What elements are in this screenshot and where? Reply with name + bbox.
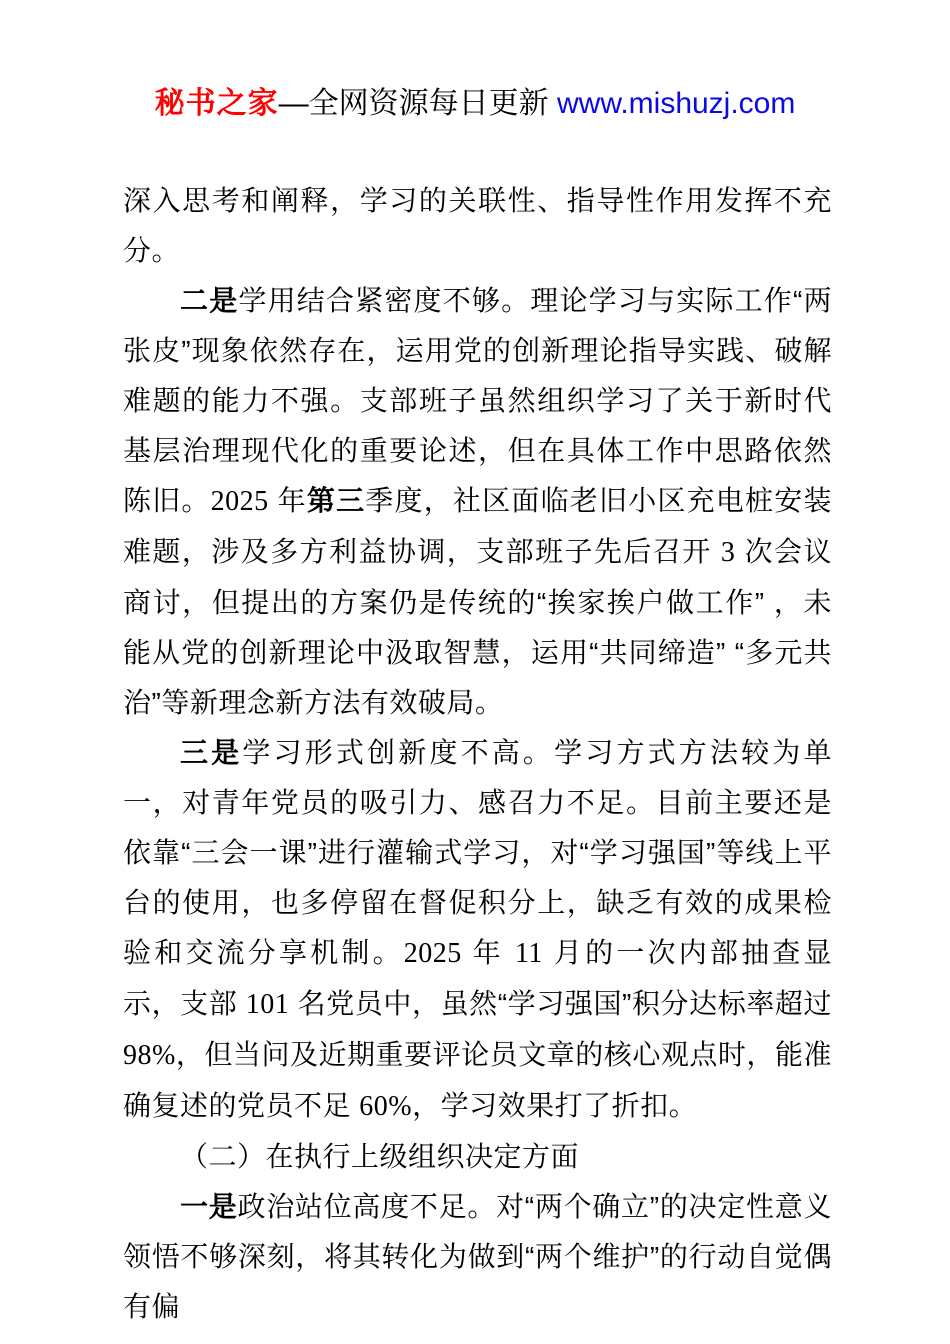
body-text: 次会议商讨，但提出的方案仍是传统的“挨家挨户做工作” ，未能从党的创新理论中汲取智慧，运用“共同缔造” “多元共治”等新理念新方法有效破局。: [123, 536, 832, 718]
body-text: （二）在执行上级组织决定方面: [180, 1141, 580, 1172]
site-tagline: —全网资源每日更新: [278, 87, 557, 120]
numeric-text: 101: [245, 989, 290, 1020]
body-text: ，学习效果打了折扣。: [412, 1090, 698, 1121]
body-text: 年: [461, 937, 515, 968]
numeric-text: 3: [720, 537, 736, 568]
site-header: [0, 0, 950, 124]
emphasis-text: 一是: [180, 1191, 238, 1222]
emphasis-text: 三是: [180, 737, 243, 768]
site-logo-text: 秘书之家: [154, 87, 279, 120]
body-text: 名党员中，虽然“学习强国”积分达标率超过: [289, 988, 833, 1019]
emphasis-text: 第三: [306, 485, 366, 516]
site-url-link[interactable]: www.mishuzj.com: [556, 87, 796, 120]
body-text: 学用结合紧密度不够。理论学习与实际工作“两张皮”现象依然存在，运用党的创新理论指导实践、破解难题的能力不强。支部班子虽然组织学习了关于新时代基层治理现代化的重要论述，但在具体工作中思路依然陈旧。: [123, 285, 832, 516]
paragraph: [123, 728, 832, 1132]
paragraph: [123, 1132, 832, 1182]
numeric-text: 2025: [210, 486, 269, 517]
paragraph: [123, 176, 832, 276]
body-text: 深入思考和阐释，学习的关联性、指导性作用发挥不充分。: [123, 185, 832, 266]
numeric-text: 98%: [123, 1040, 176, 1071]
body-text: 月的一次内部抽查显示，支部: [123, 937, 832, 1019]
body-text: 政治站位高度不足。对“两个确立”的决定性意义领悟不够深刻，将其转化为做到“两个维护”的行动自觉偶有偏: [123, 1191, 832, 1322]
body-text: 学习形式创新度不高。学习方式方法较为单一，对青年党员的吸引力、感召力不足。目前主要还是依靠“三会一课”进行灌输式学习，对“学习强国”等线上平台的使用，也多停留在督促积分上，缺乏有效的成果检验和交流分享机制。: [123, 737, 832, 968]
emphasis-text: 二是: [180, 285, 239, 316]
body-text: 年: [268, 485, 307, 516]
numeric-text: 60%: [359, 1091, 413, 1122]
body-text: 季度，社区面临老旧小区充电桩安装难题，涉及多方利益协调，支部班子先后召开: [123, 485, 832, 567]
paragraph: [123, 1182, 832, 1332]
numeric-text: 11: [514, 938, 543, 969]
numeric-text: 2025: [403, 938, 462, 969]
body-text: ，但当问及近期重要评论员文章的核心观点时，能准确复述的党员不足: [123, 1039, 832, 1121]
document-body: [0, 176, 950, 1332]
paragraph: [123, 276, 832, 728]
